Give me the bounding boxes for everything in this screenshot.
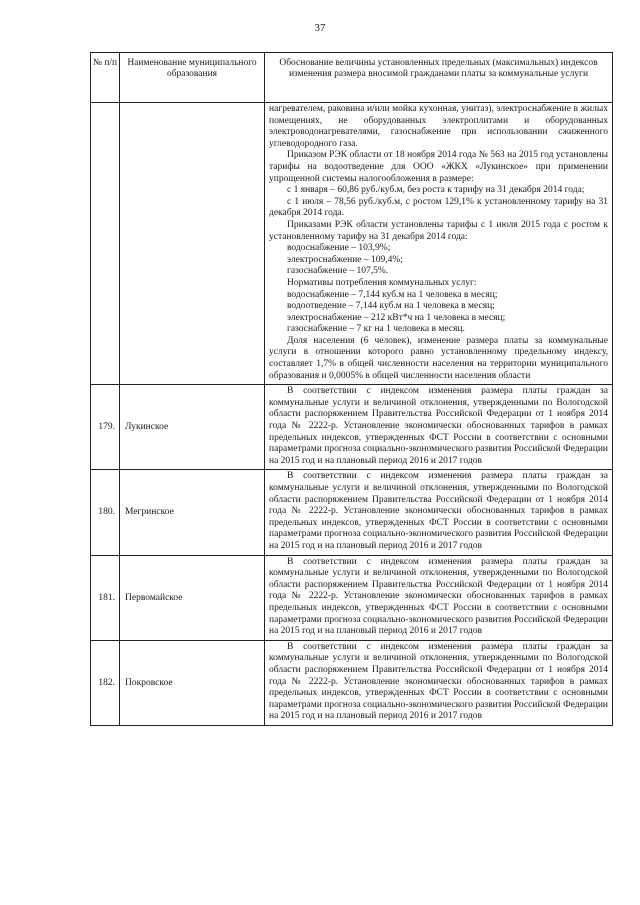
header-basis: Обоснование величины установленных предельных (максимальных) индексов изменения размера вносимой гражданами платы за коммунальные услуги xyxy=(265,53,613,103)
row-text-cell xyxy=(265,640,613,725)
paragraph: Приказом РЭК области от 18 ноября 2014 года № 563 на 2015 год установлены тарифы на водоотведение для ООО «ЖКХ «Лукинское» при применении упрощенной системы налогообложения в размере: xyxy=(269,150,608,184)
table-header-row xyxy=(91,53,613,103)
municipality-name: Лукинское xyxy=(120,385,265,470)
paragraph: водоснабжение – 103,9%; xyxy=(287,243,391,254)
row-text-cell xyxy=(265,470,613,555)
table-row xyxy=(91,385,613,470)
table-row xyxy=(91,470,613,555)
paragraph: В соответствии с индексом изменения размера платы граждан за коммунальные услуги и величиной отклонения, утвержденными по Вологодской области распоряжением Правительства Российской Федерации от 1 ноября 2014 года № 2222-р. Установление экономически обоснованных тарифов в рамках предельных индексов, утвержденных ФСТ России в соответствии с основными параметрами прогноза социально-экономического развития Российской Федерации на 2015 год и на плановый период 2016 и 2017 годов xyxy=(269,471,608,551)
row-text-cell xyxy=(265,385,613,470)
paragraph: нагревателем, раковина и/или мойка кухонная, унитаз), электроснабжение в жилых помещениях, не оборудованных электроплитами и оборудованных электроводонагревателями, газоснабжение при использовании сжиженного углеводородного газа. xyxy=(269,104,608,149)
municipality-name: Первомайское xyxy=(120,555,265,640)
row-number: 181. xyxy=(91,555,120,640)
municipality-name: Мегринское xyxy=(120,470,265,555)
paragraph: Нормативы потребления коммунальных услуг: xyxy=(287,277,477,288)
continued-name-cell xyxy=(120,103,265,385)
paragraph: с 1 января – 60,86 руб./куб.м, без роста к тарифу на 31 декабря 2014 года; xyxy=(287,185,585,196)
paragraph: газоснабжение – 7 кг на 1 человека в месяц. xyxy=(287,324,465,335)
paragraph: газоснабжение – 107,5%. xyxy=(287,266,389,277)
continued-num-cell xyxy=(91,103,120,385)
row-number: 182. xyxy=(91,640,120,725)
header-num: № п/п xyxy=(91,53,120,103)
paragraph: с 1 июля – 78,56 руб./куб.м, с ростом 129,1% к установленному тарифу на 31 декабря 2014 года. xyxy=(269,196,608,219)
paragraph: Приказами РЭК области установлены тарифы с 1 июля 2015 года с ростом к установленному тарифу на 31 декабря 2014 года: xyxy=(269,219,608,242)
row-number: 179. xyxy=(91,385,120,470)
paragraph: электроснабжение – 109,4%; xyxy=(287,254,403,265)
paragraph: В соответствии с индексом изменения размера платы граждан за коммунальные услуги и величиной отклонения, утвержденными по Вологодской области распоряжением Правительства Российской Федерации от 1 ноября 2014 года № 2222-р. Установление экономически обоснованных тарифов в рамках предельных индексов, утвержденных ФСТ России в соответствии с основными параметрами прогноза социально-экономического развития Российской Федерации на 2015 год и на плановый период 2016 и 2017 годов xyxy=(269,556,608,637)
row-number: 180. xyxy=(91,470,120,555)
table-row-continued xyxy=(91,103,613,385)
paragraph: В соответствии с индексом изменения размера платы граждан за коммунальные услуги и величиной отклонения, утвержденными по Вологодской области распоряжением Правительства Российской Федерации от 1 ноября 2014 года № 2222-р. Установление экономически обоснованных тарифов в рамках предельных индексов, утвержденных ФСТ России в соответствии с основными параметрами прогноза социально-экономического развития Российской Федерации на 2015 год и на плановый период 2016 и 2017 годов xyxy=(269,641,608,722)
paragraph: В соответствии с индексом изменения размера платы граждан за коммунальные услуги и величиной отклонения, утвержденными по Вологодской области распоряжением Правительства Российской Федерации от 1 ноября 2014 года № 2222-р. Установление экономически обоснованных тарифов в рамках предельных индексов, утвержденных ФСТ России в соответствии с основными параметрами прогноза социально-экономического развития Российской Федерации на 2015 год и на плановый период 2016 и 2017 годов xyxy=(269,386,608,466)
table-row xyxy=(91,640,613,725)
header-name: Наименование муниципального образования xyxy=(120,53,265,103)
municipality-name: Покровское xyxy=(120,640,265,725)
paragraph: Доля населения (6 человек), изменение размера платы за коммунальные услуги в отношении которого равно установленному предельному индексу, составляет 1,7% в общей численности населения на территории муниципального образования и 0,0005% в общей численности населения области xyxy=(269,335,608,381)
paragraph: водоотведение – 7,144 куб.м на 1 человека в месяц; xyxy=(287,301,495,312)
table-row xyxy=(91,555,613,640)
continued-text-cell xyxy=(265,103,613,385)
row-text-cell xyxy=(265,555,613,640)
page-number: 37 xyxy=(314,22,326,34)
paragraph: электроснабжение – 212 кВт*ч на 1 человека в месяц; xyxy=(287,312,506,323)
paragraph: водоснабжение – 7,144 куб.м на 1 человека в месяц; xyxy=(287,289,498,300)
tariff-table xyxy=(90,52,613,726)
